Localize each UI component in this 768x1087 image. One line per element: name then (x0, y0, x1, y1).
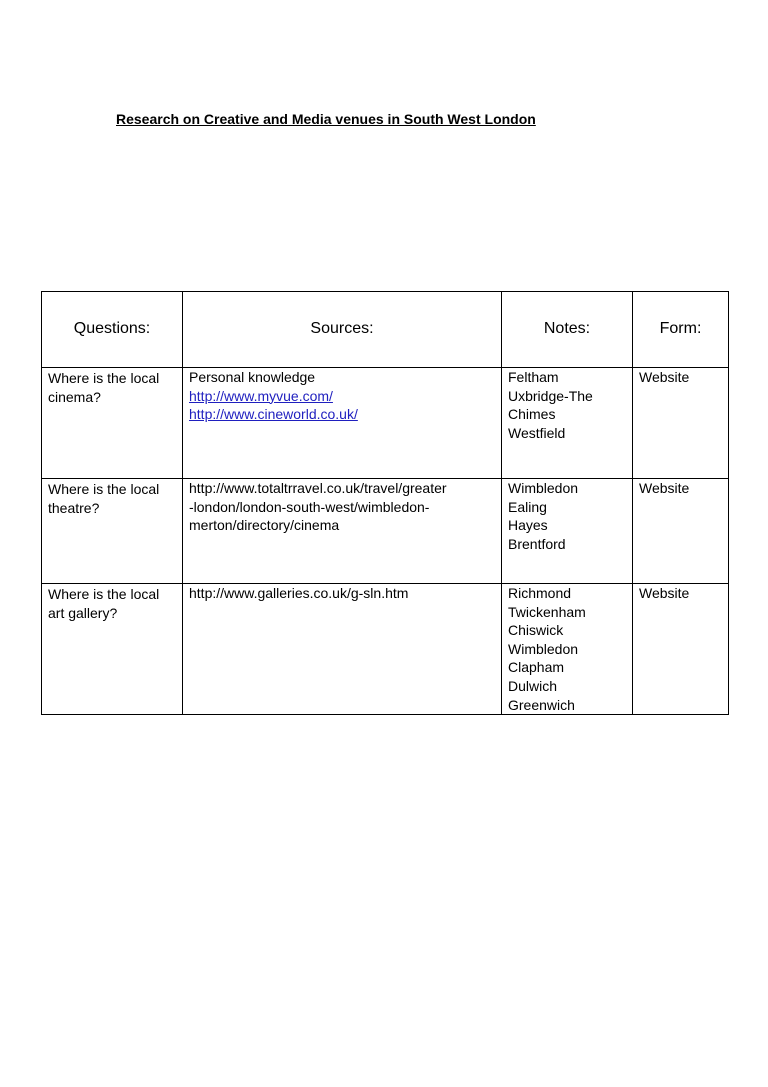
sources-cell (183, 368, 502, 479)
notes-cell (502, 479, 633, 584)
note-item: Greenwich (508, 696, 575, 713)
form-cell (633, 368, 729, 479)
notes-cell (502, 368, 633, 479)
note-item: Chimes (508, 406, 556, 423)
sources-cell (183, 479, 502, 584)
table-row (42, 368, 729, 479)
source-line: http://www.totaltrravel.co.uk/travel/greater (189, 480, 447, 496)
note-item: Clapham (508, 659, 565, 676)
header-questions: Questions: (42, 292, 183, 368)
question-cell (42, 584, 183, 715)
question-line: Where is the local (48, 481, 160, 497)
table-row (42, 479, 729, 584)
note-item: Richmond (508, 585, 572, 601)
note-item: Brentford (508, 535, 566, 552)
source-line: http://www.galleries.co.uk/g-sln.htm (189, 585, 409, 601)
note-item: Wimbledon (508, 640, 579, 657)
question-line: art gallery? (48, 604, 118, 621)
form-cell (633, 479, 729, 584)
source-line: -london/london-south-west/wimbledon- (189, 498, 430, 515)
source-link-myvue[interactable]: http://www.myvue.com/ (189, 387, 333, 404)
table-header-row (42, 292, 729, 368)
form-value: Website (639, 369, 690, 385)
notes-cell (502, 584, 633, 715)
source-text: Personal knowledge (189, 369, 316, 385)
research-table (41, 291, 729, 715)
header-notes: Notes: (502, 292, 633, 368)
note-item: Uxbridge-The (508, 387, 593, 404)
form-cell (633, 584, 729, 715)
question-cell (42, 368, 183, 479)
note-item: Twickenham (508, 603, 586, 620)
note-item: Westfield (508, 424, 566, 441)
source-line: merton/directory/cinema (189, 517, 340, 534)
header-form: Form: (633, 292, 729, 368)
document-title: Research on Creative and Media venues in South West London (116, 111, 536, 127)
note-item: Feltham (508, 369, 559, 385)
question-line: Where is the local (48, 586, 160, 602)
source-link-cineworld[interactable]: http://www.cineworld.co.uk/ (189, 406, 358, 423)
note-item: Hayes (508, 517, 548, 534)
form-value: Website (639, 585, 690, 601)
question-cell (42, 479, 183, 584)
sources-cell (183, 584, 502, 715)
table-row (42, 584, 729, 715)
header-sources: Sources: (183, 292, 502, 368)
question-line: theatre? (48, 499, 100, 516)
form-value: Website (639, 480, 690, 496)
question-line: Where is the local (48, 370, 160, 386)
note-item: Dulwich (508, 677, 558, 694)
question-line: cinema? (48, 388, 101, 405)
note-item: Wimbledon (508, 480, 579, 496)
note-item: Ealing (508, 498, 547, 515)
note-item: Chiswick (508, 622, 564, 639)
